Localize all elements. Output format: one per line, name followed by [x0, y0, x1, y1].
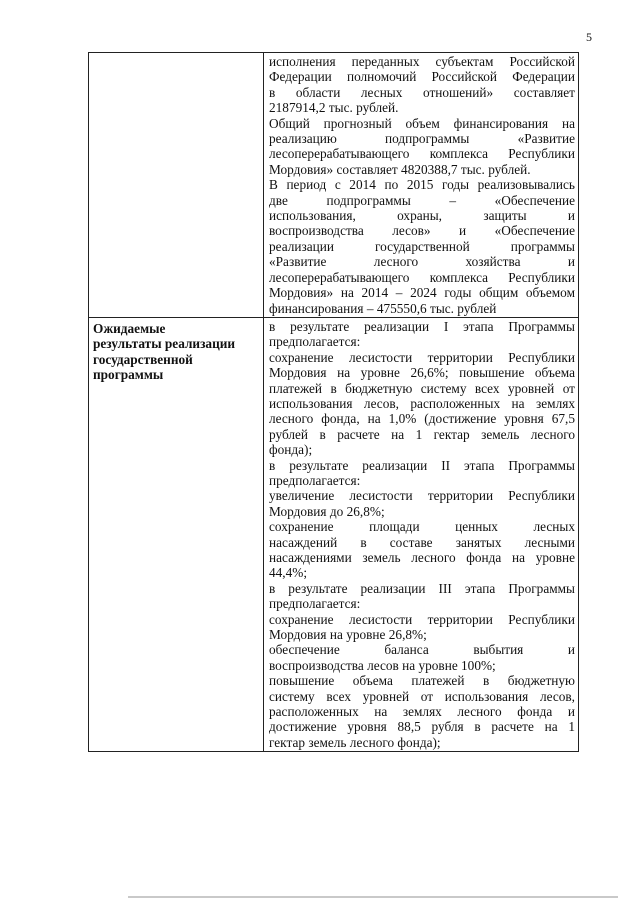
text-line: сохранение площади ценных лесных	[269, 519, 575, 535]
text-line: использования лесов, расположенных на землях	[269, 395, 575, 411]
text-line: увеличение лесистости территории Республики	[269, 488, 575, 504]
row-label-line: результаты реализации	[93, 336, 236, 352]
text-line: В период с 2014 по 2015 годы реализовывались	[269, 177, 575, 193]
text-line: в области лесных отношений» составляет	[269, 84, 575, 100]
text-line: две подпрограммы – «Обеспечение	[269, 192, 575, 208]
text-line: «Развитие лесного хозяйства и	[269, 254, 575, 270]
text-line: в результате реализации I этапа Программы	[269, 318, 575, 334]
text-line: 44,4%;	[269, 565, 308, 581]
text-line: гектар земель лесного фонда);	[269, 734, 441, 750]
text-line: исполнения переданных субъектам Российской	[269, 54, 575, 69]
text-line: воспроизводства лесов» и «Обеспечение	[269, 223, 575, 239]
text-line: расположенных на землях лесного фонда и	[269, 704, 575, 720]
text-line: предполагается:	[269, 596, 361, 612]
passport-table	[88, 52, 579, 752]
row-label-line: Ожидаемые	[93, 320, 166, 336]
text-line: повышение объема платежей в бюджетную	[269, 673, 575, 689]
text-line: Мордовия» на 2014 – 2024 годы общим объемом	[269, 285, 575, 301]
text-line: финансирования – 475550,6 тыс. рублей	[269, 300, 497, 316]
text-line: сохранение лесистости территории Республики	[269, 611, 575, 627]
text-line: Мордовия на уровне 26,8%;	[269, 627, 427, 643]
text-line: систему всех уровней от использования лесов,	[269, 688, 575, 704]
text-line: лесоперерабатывающего комплекса Республики	[269, 146, 575, 162]
text-line: лесоперерабатывающего комплекса Республики	[269, 269, 575, 285]
text-line: использования, охраны, защиты и	[269, 208, 575, 224]
row-label-line: программы	[93, 367, 164, 383]
text-line: достижение уровня 88,5 рубля в расчете на 1	[269, 719, 575, 735]
text-line: обеспечение баланса выбытия и	[269, 642, 575, 658]
text-line: в результате реализации III этапа Программы	[269, 580, 575, 596]
text-line: реализацию подпрограммы «Развитие	[269, 131, 575, 147]
text-line: платежей в бюджетную систему всех уровней от	[269, 380, 575, 396]
text-line: 2187914,2 тыс. рублей.	[269, 100, 399, 116]
text-line: предполагается:	[269, 334, 361, 350]
text-line: сохранение лесистости территории Республики	[269, 349, 575, 365]
text-line: воспроизводства лесов на уровне 100%;	[269, 657, 496, 673]
page-number: 5	[586, 30, 592, 44]
text-line: предполагается:	[269, 472, 361, 488]
row-value-cell	[264, 53, 579, 318]
text-line: Мордовия на уровне 26,6%; повышение объема	[269, 365, 575, 381]
text-line: Мордовия до 26,8%;	[269, 503, 385, 519]
row-label-line: государственной	[93, 351, 193, 367]
text-line: лесного фонда, на 1,0% (достижение уровня 67,5	[269, 411, 575, 427]
scan-bottom-edge	[128, 896, 618, 898]
text-line: фонда);	[269, 442, 313, 458]
text-line: рублей в расчете на 1 гектар земель лесного	[269, 426, 575, 442]
text-line: Общий прогнозный объем финансирования на	[269, 115, 575, 131]
table-row-financing	[89, 53, 579, 318]
text-line: насаждений в составе занятых лесными	[269, 534, 575, 550]
text-line: в результате реализации II этапа Программы	[269, 457, 575, 473]
row-label-cell	[89, 317, 264, 751]
table-row-expected-results	[89, 317, 579, 751]
row-label-cell	[89, 53, 264, 318]
text-line: реализации государственной программы	[269, 238, 575, 254]
text-line: Федерации полномочий Российской Федерации	[269, 69, 575, 85]
text-line: насаждениями земель лесного фонда на уровне	[269, 550, 575, 565]
row-value-cell	[264, 317, 579, 751]
text-line: Мордовия» составляет 4820388,7 тыс. рублей.	[269, 161, 531, 177]
